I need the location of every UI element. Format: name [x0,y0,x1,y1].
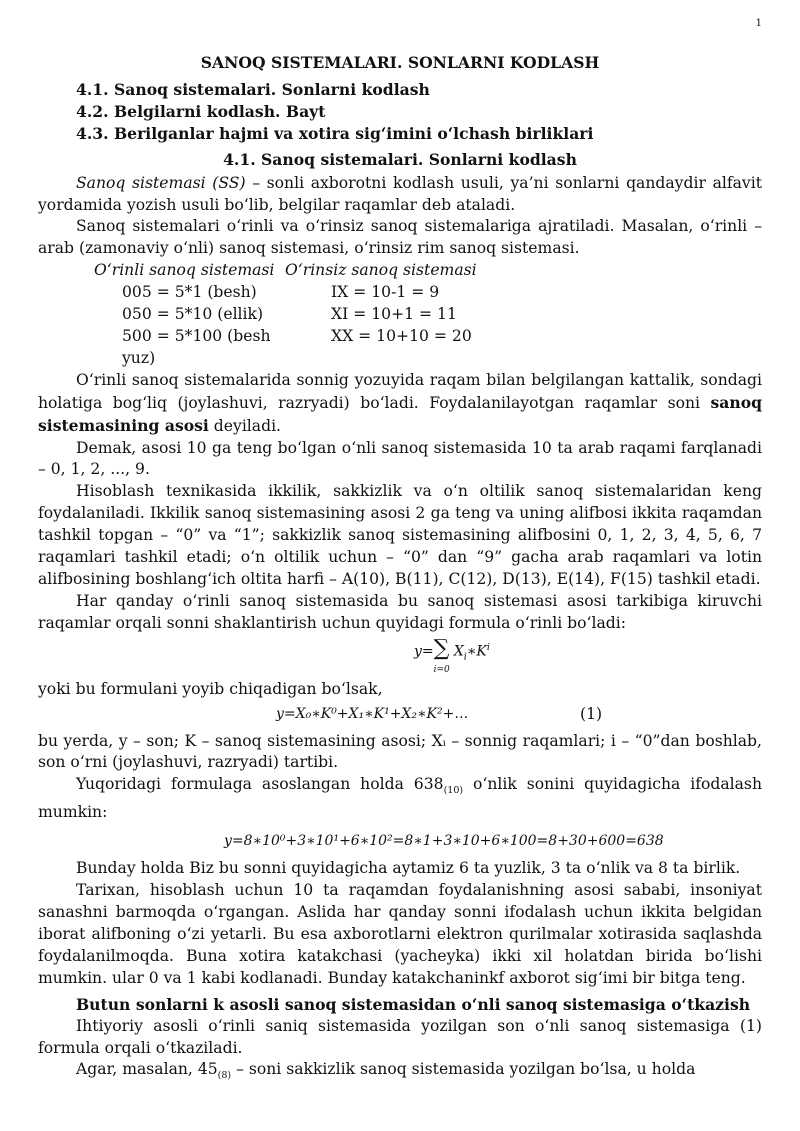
formula-example [38,824,762,858]
paragraph-decimal: Demak, asosi 10 ga teng boʻlgan oʻnli sanoq sistemasida 10 ta arab raqami farqlanadi – 0, 1, 2, ..., 9. [38,438,762,479]
paragraph-history: Tarixan, hisoblash uchun 10 ta raqamdan foydalanishning asosi sababi, insoniyat sanashni barmoqda oʻrgangan. Aslida har qanday sonni ifodalash uchun ikkita belgidan iborat alifboning oʻzi yetarli. Bu esa axborotlarni elektron qurilmalar xotirasida saqlashda foydalanilmoqda. Buna xotira katakchasi (yacheyka) ikki xil holatdan birida boʻlishi mumkin. ular 0 va 1 kabi kodlanadi. Bunday katakchaninkf axborot sigʻimi bir bitga teng. [38,881,762,987]
examples-table [38,260,762,370]
example-positional: 500 = 5*100 (besh yuz) [122,326,271,367]
text-run: Agar, masalan, 45 [76,1060,218,1079]
sigma-group [433,636,450,676]
definition-text: – sonli axborotni kodlash usuli, ya’ni sonlarni qandaydir alfavit yordamida yozish usuli boʻlib, belgilar raqamlar deb ataladi. [38,173,762,214]
defined-term: Sanoq sistemasi (SS) [76,173,246,192]
example-nonpositional: IX = 10-1 = 9 [331,283,440,302]
example-nonpositional: XI = 10+1 = 11 [331,305,457,324]
formula-sub: i [463,651,467,663]
example-nonpositional: XX = 10+10 = 20 [331,326,472,345]
text-run: Oʻrinli sanoq sistemalarida sonnig yozuyida raqam bilan belgilangan kattalik, sondagi holatiga bogʻliq (joylashuvi, razryadi) boʻladi. Foydalanilayotgan raqamlar soni [38,370,762,412]
paragraph-legend: bu yerda, y – son; K – sanoq sistemasining asosi; Xᵢ – sonnig raqamlari; i – “0”dan boshlab, son oʻrni (joylashuvi, razryadi) tartibi. [38,731,762,772]
examples-header-positional: Oʻrinli sanoq sistemasi [94,261,275,280]
sigma-index: i=0 [433,665,450,676]
paragraph-definition [38,173,762,217]
formula-lhs: y= [414,643,434,660]
document-title: SANOQ SISTEMALARI. SONLARNI KODLASH [200,53,600,72]
examples-header-row [38,260,762,282]
formula-term: X [453,643,464,660]
table-of-contents [76,79,762,145]
examples-row [38,326,762,370]
examples-header-nonpositional: Oʻrinsiz sanoq sistemasi [285,261,477,280]
base-subscript: (10) [443,785,464,797]
equation-number: (1) [580,704,603,723]
subheading: Butun sonlarni k asosli sanoq sistemasidan oʻnli sanoq sistemasiga oʻtkazish [76,994,751,1014]
formula-op: ∗K [466,643,487,660]
paragraph-bases: Hisoblash texnikasida ikkilik, sakkizlik va oʻn oltilik sanoq sistemalaridan keng foydalaniladi. Ikkilik sanoq sistemasining asosi 2 ga teng va uning alifbosi ikkita raqamdan tashkil topgan – “0” va “1”; sakkizlik sanoq sistemasining alifbosini 0, 1, 2, 3, 4, 5, 6, 7 raqamlari tashkil etadi; oʻn oltilik uchun – “0” dan “9” gacha arab raqamlari va lotin alifbosining boshlangʻich oltita harfi – A(10), B(11), C(12), D(13), E(14), F(15) tashkil etadi. [38,482,762,588]
paragraph-conversion: Ihtiyoriy asosli oʻrinli saniq sistemasida yozilgan son oʻnli sanoq sistemasiga (1) formula orqali oʻtkaziladi. [38,1016,762,1057]
paragraph-types: Sanoq sistemalari oʻrinli va oʻrinsiz sanoq sistemalariga ajratiladi. Masalan, oʻrinli – arab (zamonaviy oʻnli) sanoq sistemasi, oʻrinsiz rim sanoq sistemasi. [38,217,762,258]
formula-sum [38,635,762,679]
formula-expanded [38,701,762,731]
formula-sum-expression [414,636,490,676]
paragraph-expand: yoki bu formulani yoyib chiqadigan boʻlsak, [38,679,383,698]
formula-sup: i [486,641,490,653]
text-run: oʻnlik sonini quyidagicha ifodalash mumkin: [38,775,762,822]
paragraph-octal-example [38,1059,762,1087]
paragraph-formula-intro: Har qanday oʻrinli sanoq sistemasida bu sanoq sistemasi asosi tarkibiga kiruvchi raqamlar orqali sonni shaklantirish uchun quyidagi formula oʻrinli boʻladi: [38,591,762,632]
formula-expanded-expression: y=X₀∗K⁰+X₁∗K¹+X₂∗K²+… [276,705,469,722]
example-positional: 005 = 5*1 (besh) [122,283,257,302]
toc-item: 4.1. Sanoq sistemalari. Sonlarni kodlash [76,80,430,99]
toc-item: 4.2. Belgilarni kodlash. Bayt [76,101,326,121]
bold-term: sanoq sistemasining asosi [38,392,762,435]
base-subscript: (8) [217,1070,232,1082]
toc-item: 4.3. Berilganlar hajmi va xotira sigʻimini oʻlchash birliklari [76,123,594,143]
examples-row [38,282,762,304]
page-number: 1 [755,18,762,29]
example-positional: 050 = 5*10 (ellik) [122,305,264,324]
text-run: deyiladi. [208,416,282,435]
text-run: – soni sakkizlik sanoq sistemasida yozilgan boʻlsa, u holda [231,1060,696,1079]
examples-row [38,304,762,326]
sigma-symbol: ∑ [433,636,450,662]
formula-example-expression: y=8∗10⁰+3∗10¹+6∗10²=8∗1+3∗10+6∗100=8+30+600=638 [224,833,664,850]
section-heading: 4.1. Sanoq sistemalari. Sonlarni kodlash [223,149,577,169]
paragraph-positional [38,370,762,438]
paragraph-example-intro [38,774,762,824]
text-run: Yuqoridagi formulaga asoslangan holda 638 [76,775,444,794]
paragraph-reading: Bunday holda Biz bu sonni quyidagicha aytamiz 6 ta yuzlik, 3 ta oʻnlik va 8 ta birlik. [76,859,741,878]
